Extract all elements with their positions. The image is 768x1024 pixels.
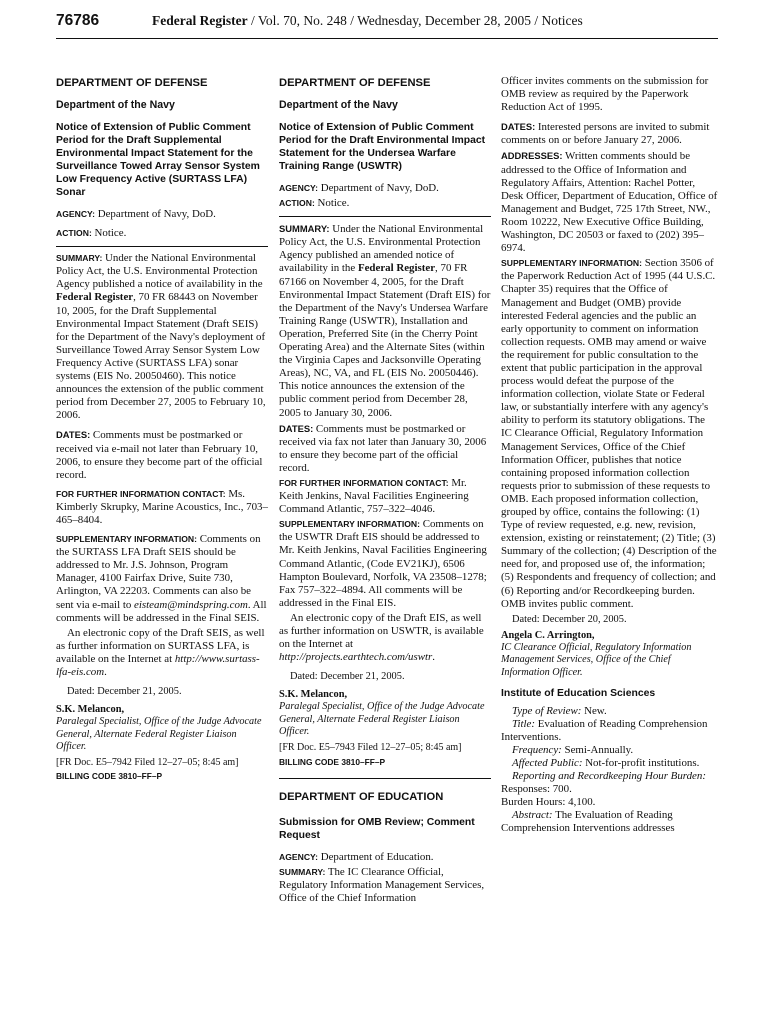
- header-rule: [56, 38, 718, 39]
- issue-info: / Vol. 70, No. 248 / Wednesday, December 28, 2005 /: [247, 13, 542, 28]
- burden-hours-line: Burden Hours: 4,100.: [501, 796, 596, 809]
- frequency-line: Frequency: Semi-Annually.: [512, 743, 634, 756]
- notice-title: Notice of Extension of Public Comment Period for the Draft Environmental Impact Statement for the Undersea Warfare Training Range (USWTR): [279, 122, 486, 172]
- billing-code: BILLING CODE 3810–FF–P: [56, 771, 163, 782]
- page-number: 76786: [56, 12, 100, 29]
- publication-name: Federal Register: [152, 13, 248, 28]
- title-line: Title: Evaluation of Reading Comprehension Interventions.: [501, 717, 708, 743]
- action-line: ACTION: Notice.: [56, 227, 127, 240]
- signer-title: Paralegal Specialist, Office of the Judge Advocate General, Alternate Federal Register Liaison Officer.: [279, 701, 485, 738]
- electronic-copy-paragraph: An electronic copy of the Draft EIS, as well as further information on USWTR, is available on the Internet at http://projects.earthtech.com/uswtr.: [279, 611, 484, 664]
- action-line: ACTION: Notice.: [279, 197, 350, 210]
- affected-public-line: Affected Public: Not-for-profit institutions.: [512, 756, 700, 769]
- signer-title: Paralegal Specialist, Office of the Judge Advocate General, Alternate Federal Register Liaison Officer.: [56, 716, 262, 753]
- contact-paragraph: FOR FURTHER INFORMATION CONTACT: Mr. Keith Jenkins, Naval Facilities Engineering Command Atlantic, 757–322–4046.: [279, 476, 469, 516]
- subagency-heading: Department of the Navy: [56, 99, 175, 111]
- dates-paragraph: DATES: Comments must be postmarked or received via e-mail not later than February 10, 2006, to ensure they become part of the official record.: [56, 429, 263, 481]
- supplementary-paragraph: SUPPLEMENTARY INFORMATION: Section 3506 of the Paperwork Reduction Act of 1995 (44 U.S.C. Chapter 35) requires that the Office of Management and Budget (OMB) provide interested Federal agencies and the public an early opportunity to comment on information collection requests. OMB may amend or waive the requirement for public consultation to the extent that public participation in the approval process would defeat the purpose of the information collection, violate State or Federal law, or substantially interfere with any agency's ability to perform its statutory obligations. The IC Clearance Official, Regulatory Information Management Services, Office of the Chief Information Officer, publishes that notice containing proposed information collection requests prior to submission of these requests to OMB. Each proposed information collection, grouped by office, contains the following: (1) Type of review requested, e.g. new, revision, extension, existing or reinstatement; (2) Title; (3) Summary of the collection; (4) Description of the need for, and proposed use of, the information; (5) Respondents and frequency of collection; and (6) Reporting and/or Recordkeeping burden. OMB invites public comment.: [501, 257, 717, 610]
- summary-paragraph: SUMMARY: Under the National Environmental Policy Act, the U.S. Environmental Protection Agency published a notice of availability in the Federal Register, 70 FR 68443 on November 10, 2005, for the Draft Supplemental Environmental Impact Statement (Draft SEIS) for the Department of the Navy's deployment of Surveillance Towed Array Sensor System Low Frequency Active (SURTASS LFA) sonar systems (EIS No. 20050460). This notice announces the extension of the public comment period from December 27, 2005 to February 10, 2006.: [56, 252, 266, 422]
- education-agency-line: AGENCY: Department of Education.: [279, 850, 434, 863]
- education-notice-title: Submission for OMB Review; Comment Request: [279, 816, 475, 841]
- agency-heading: DEPARTMENT OF DEFENSE: [56, 77, 208, 89]
- billing-code: BILLING CODE 3810–FF–P: [279, 756, 386, 767]
- supplementary-paragraph: SUPPLEMENTARY INFORMATION: Comments on the USWTR Draft EIS should be addressed to Mr. Keith Jenkins, Naval Facilities Engineering Command Atlantic, (Code EV21KJ), 6506 Hampton Boulevard, Norfolk, VA 23508–1278; Fax 757–322–4894. All comments will be addressed in the Final EIS.: [279, 518, 487, 609]
- signer-name: Angela C. Arrington,: [501, 629, 595, 641]
- section-name: Notices: [541, 13, 583, 28]
- agency-line: AGENCY: Department of Navy, DoD.: [279, 182, 439, 194]
- dated-line: Dated: December 20, 2005.: [512, 613, 627, 625]
- agency-heading: DEPARTMENT OF DEFENSE: [279, 77, 431, 89]
- dates-paragraph: DATES: Interested persons are invited to submit comments on or before January 27, 2006.: [501, 121, 710, 147]
- email-link[interactable]: eisteam@mindspring.com: [134, 598, 248, 611]
- dated-line: Dated: December 21, 2005.: [67, 686, 182, 698]
- addresses-paragraph: ADDRESSES: Written comments should be addressed to the Office of Information and Regulatory Affairs, Attention: Rachel Potter, Desk Officer, Department of Education, Office of Management and Budget, 725 17th Street, NW., Room 10222, New Executive Office Building, Washington, DC 20503 or faxed to (202) 395–6974.: [501, 150, 718, 255]
- office-heading: Institute of Education Sciences: [501, 687, 656, 699]
- signer-title: IC Clearance Official, Regulatory Information Management Services, Office of the Chief Information Officer.: [501, 641, 692, 678]
- section-rule: [279, 778, 491, 783]
- dated-line: Dated: December 21, 2005.: [290, 671, 405, 683]
- website-link[interactable]: http://projects.earthtech.com/uswtr: [279, 651, 433, 664]
- education-summary-paragraph: SUMMARY: The IC Clearance Official, Regulatory Information Management Services, Office of the Chief Information: [279, 865, 485, 904]
- abstract-paragraph: Abstract: The Evaluation of Reading Comprehension Interventions addresses: [501, 809, 675, 835]
- signer-name: S.K. Melancon,: [56, 704, 125, 716]
- signer-name: S.K. Melancon,: [279, 689, 348, 701]
- contact-paragraph: FOR FURTHER INFORMATION CONTACT: Ms. Kimberly Skrupky, Marine Acoustics, Inc., 703–465–8404.: [56, 487, 268, 526]
- divider: [279, 216, 491, 217]
- divider: [56, 246, 268, 247]
- subagency-heading: Department of the Navy: [279, 99, 398, 111]
- column-1: [56, 72, 268, 782]
- column-3: [501, 75, 718, 835]
- continued-summary-paragraph: Officer invites comments on the submission for OMB review as required by the Paperwork Reduction Act of 1995.: [501, 75, 709, 114]
- burden-heading: Reporting and Recordkeeping Hour Burden:: [512, 770, 706, 782]
- summary-paragraph: SUMMARY: Under the National Environmental Policy Act, the U.S. Environmental Protection Agency published an amended notice of availability in the Federal Register, 70 FR 67166 on November 4, 2005, for the Draft Environmental Impact Statement (Draft EIS) for the Department of the Navy's Undersea Warfare Training Range (USWTR), Installation and Operation, Preferred Site (in the Cherry Point Operating Area) and the Alternate Sites (within the Virginia Capes and Jacksonville Operating Areas), NC, VA, and FL (EIS No. 20050446). This notice announces the extension of the public comment period from December 28, 2005 to January 30, 2006.: [279, 223, 491, 419]
- dates-paragraph: DATES: Comments must be postmarked or received via fax not later than January 30, 2006 to ensure they become part of the official record.: [279, 422, 487, 474]
- review-type-line: Type of Review: New.: [512, 704, 607, 717]
- fr-doc-line: [FR Doc. E5–7943 Filed 12–27–05; 8:45 am]: [279, 742, 462, 754]
- website-link[interactable]: http://www.surtass-lfa-eis.com: [56, 652, 260, 678]
- responses-line: Responses: 700.: [501, 783, 572, 796]
- education-agency-heading: DEPARTMENT OF EDUCATION: [279, 790, 444, 803]
- electronic-copy-paragraph: An electronic copy of the Draft SEIS, as well as further information on SURTASS LFA, is available on the Internet at http://www.surtass-lfa-eis.com.: [56, 626, 265, 678]
- running-header: [56, 12, 718, 38]
- fr-doc-line: [FR Doc. E5–7942 Filed 12–27–05; 8:45 am]: [56, 756, 239, 768]
- supplementary-paragraph: SUPPLEMENTARY INFORMATION: Comments on the SURTASS LFA Draft SEIS should be addressed to Mr. J.S. Johnson, Program Manager, 4100 Fairfax Drive, Suite 730, Arlington, VA 22203. Comments can also be sent via e-mail to eisteam@mindspring.com. All comments will be addressed in the Final SEIS.: [56, 533, 267, 624]
- agency-line: AGENCY: Department of Navy, DoD.: [56, 208, 216, 220]
- column-2: [279, 72, 491, 907]
- notice-title: Notice of Extension of Public Comment Period for the Draft Supplemental Environmental Impact Statement for the Surveillance Towed Array Sensor System Low Frequency Active (SURTASS LFA) Sonar: [56, 122, 260, 198]
